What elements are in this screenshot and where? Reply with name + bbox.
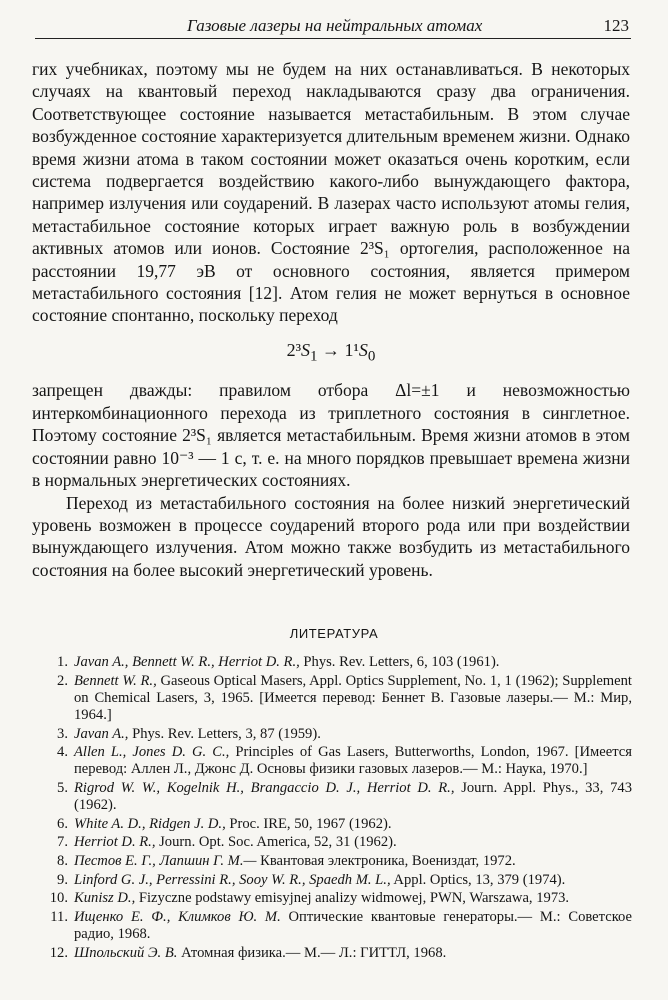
reference-body: [74, 909, 632, 943]
reference-number: 6.: [57, 815, 68, 832]
reference-text: Оптические квантовые генераторы.— М.: Советское радио, 1968.: [74, 908, 632, 942]
reference-authors: Шпольский Э. В.: [74, 944, 178, 961]
reference-text: Квантовая электроника, Воениздат, 1972.: [256, 852, 516, 869]
reference-authors: Javan A.,: [74, 725, 129, 742]
reference-number: 4.: [57, 744, 68, 761]
formula-lhs-coeff: 2³: [286, 339, 301, 360]
reference-text: Appl. Optics, 13, 379 (1974).: [390, 871, 566, 888]
paragraph-3: Переход из метастабильного состояния на более низкий энергетический уровень возможен в процессе соударений второго рода или при воздействии вынуждающего излучения. Атом можно также возбудить из метастабильного состояния на более высокий энергетический уровень.: [32, 492, 630, 580]
reference-text: Journ. Appl. Phys., 33, 743 (1962).: [74, 779, 632, 814]
reference-item: [30, 853, 632, 870]
reference-body: [74, 834, 632, 851]
reference-number: 7.: [57, 834, 68, 851]
reference-number: 1.: [57, 654, 68, 670]
reference-authors: Kunisz D.,: [74, 890, 136, 907]
reference-item: [30, 816, 632, 833]
reference-body: [74, 673, 632, 725]
paragraph-1: гих учебниках, поэтому мы не будем на них останавливаться. В некоторых случаях на квантовый переход накладываются сразу два ограничения. Соответствующее состояние называется метастабильным. В этом случае возбужденное состояние характеризуется длительным временем жизни. Однако время жизни атома в таком состоянии может оказаться очень коротким, если система подвергается воздействию какого-либо вынуждающего фактора, например излучения или соударений. В лазерах часто используют атомы гелия, метастабильное состояние которых играет важную роль в возбуждении активных атомов или ионов. Состояние 2³S₁ ортогелия, расположенное на расстоянии 19,77 эВ от основного состояния, является примером метастабильного состояния [12]. Атом гелия не может вернуться в основное состояние спонтанно, поскольку переход: [32, 59, 630, 326]
reference-item: [30, 890, 632, 907]
reference-body: [74, 872, 632, 889]
reference-text: Proc. IRE, 50, 1967 (1962).: [225, 815, 392, 832]
reference-body: [74, 890, 632, 907]
reference-number: 5.: [57, 779, 68, 796]
formula-rhs-symbol: S: [358, 339, 368, 360]
reference-authors: Linford G. J., Perressini R., Sooy W. R., Spaedh M. L.,: [74, 871, 391, 888]
reference-text: Phys. Rev. Letters, 6, 103 (1961).: [299, 654, 500, 670]
reference-authors: Ищенко Е. Ф., Климков Ю. М.: [74, 908, 281, 925]
reference-number: 9.: [57, 871, 68, 888]
reference-number: 10.: [49, 890, 68, 907]
page-header: [35, 14, 631, 39]
formula-rhs-coeff: 1¹: [344, 339, 359, 360]
reference-body: [74, 726, 632, 743]
formula-arrow: →: [317, 339, 345, 360]
main-text: [32, 58, 630, 581]
reference-authors: Rigrod W. W., Kogelnik H., Brangaccio D. J., Herriot D. R.,: [74, 779, 455, 796]
running-title: Газовые лазеры на нейтральных атомах: [187, 16, 483, 35]
transition-formula: [32, 339, 630, 368]
reference-text: Principles of Gas Lasers, Butterworths, London, 1967. [Имеется перевод: Аллен Л., Джонс Д. Основы физики газовых лазеров.— М.: Наука, 1970.]: [74, 744, 632, 778]
reference-item: [30, 909, 632, 943]
reference-number: 2.: [57, 672, 68, 689]
reference-body: [74, 780, 632, 814]
reference-body: [74, 816, 632, 833]
reference-item: [30, 945, 632, 962]
reference-authors: Allen L., Jones D. G. C.,: [74, 744, 230, 761]
formula-rhs-sub: 0: [367, 348, 376, 365]
reference-text: Атомная физика.— М.— Л.: ГИТТЛ, 1968.: [177, 944, 447, 961]
reference-text: Phys. Rev. Letters, 3, 87 (1959).: [128, 725, 321, 742]
reference-item: [30, 744, 632, 778]
reference-number: 8.: [57, 852, 68, 869]
reference-authors: Herriot D. R.,: [74, 834, 156, 851]
formula-lhs-sub: 1: [310, 348, 318, 365]
reference-text: Gaseous Optical Masers, Appl. Optics Supplement, No. 1, 1 (1962); Supplement on Chemical Lasers, 3, 1965. [Имеется перевод: Беннет В. Газовые лазеры.— М.: Мир, 1964.]: [74, 672, 632, 723]
reference-body: [74, 744, 632, 778]
reference-number: 11.: [50, 908, 68, 925]
paragraph-2: запрещен дважды: правилом отбора Δl=±1 и невозможностью интеркомбинационного перехода из триплетного состояния в синглетное. Поэтому состояние 2³S₁ является метастабильным. Время жизни атомов в этом состоянии равно 10⁻³ — 1 с, т. е. на много порядков превышает времена жизни в нормальных энергетических состояниях.: [32, 380, 630, 491]
reference-text: Fizyczne podstawy emisyjnej analizy widmowej, PWN, Warszawa, 1973.: [135, 890, 570, 907]
page-number: 123: [603, 16, 629, 35]
reference-body: [74, 853, 632, 870]
reference-body: [74, 945, 632, 962]
reference-item: [30, 872, 632, 889]
reference-authors: Javan A., Bennett W. R., Herriot D. R.,: [74, 654, 300, 670]
references-heading: ЛИТЕРАТУРА: [289, 626, 379, 641]
reference-item: [30, 654, 632, 671]
reference-authors: Пестов Е. Г., Лапшин Г. М.—: [74, 852, 257, 869]
reference-item: [30, 726, 632, 743]
reference-authors: White A. D., Ridgen J. D.,: [74, 815, 226, 832]
formula-lhs-symbol: S: [301, 339, 310, 360]
reference-item: [30, 780, 632, 814]
references-list: [30, 654, 632, 963]
reference-text: Journ. Opt. Soc. America, 52, 31 (1962).: [155, 834, 397, 851]
reference-number: 3.: [57, 725, 68, 742]
reference-authors: Bennett W. R.,: [74, 672, 157, 689]
reference-item: [30, 673, 632, 725]
reference-number: 12.: [49, 944, 68, 961]
reference-item: [30, 834, 632, 851]
reference-body: [74, 654, 632, 671]
